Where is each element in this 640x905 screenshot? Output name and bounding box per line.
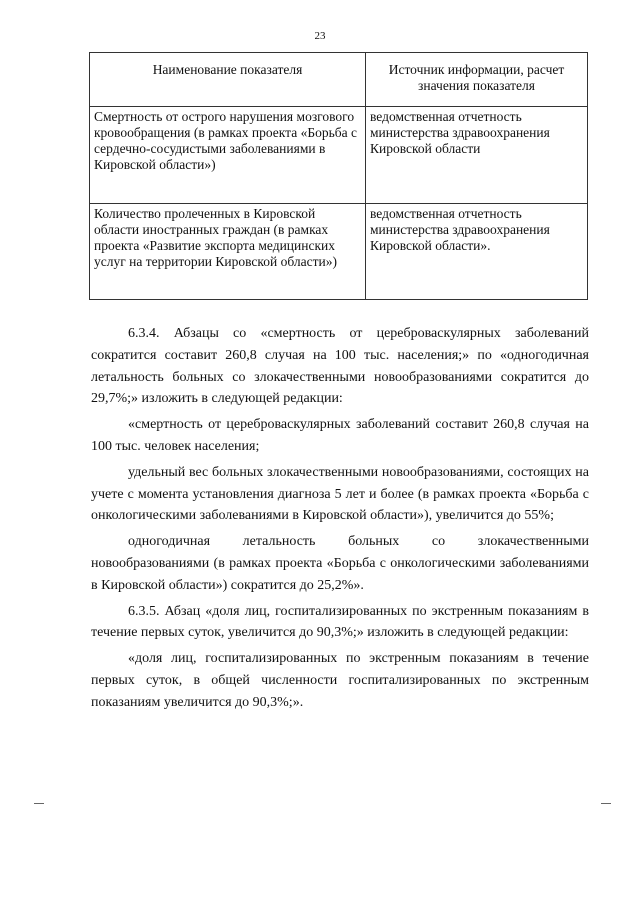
header-info-source: Источник информации, расчет значения показателя xyxy=(366,53,588,107)
info-source-cell: ведомственная отчетность министерства здравоохранения Кировской области». xyxy=(366,204,588,300)
indicators-table xyxy=(89,52,588,300)
scan-mark-left xyxy=(34,803,44,804)
paragraph-quote-mortality: «смертность от цереброваскулярных заболеваний составит 260,8 случая на 100 тыс. человек населения; xyxy=(91,417,589,454)
paragraph-6-3-5: 6.3.5. Абзац «доля лиц, госпитализированных по экстренным показаниям в течение первых суток, увеличится до 90,3%;» изложить в следующей редакции: xyxy=(91,603,589,641)
indicator-name-cell: Смертность от острого нарушения мозгового кровообращения (в рамках проекта «Борьба с сердечно-сосудистыми заболеваниями в Кировской области») xyxy=(90,107,366,204)
table-header-row xyxy=(90,53,588,107)
indicator-name-cell: Количество пролеченных в Кировской области иностранных граждан (в рамках проекта «Развитие экспорта медицинских услуг на территории Кировской области») xyxy=(90,204,366,300)
table-row xyxy=(90,204,588,300)
paragraph-6-3-4: 6.3.4. Абзацы со «смертность от цереброваскулярных заболеваний сократится составит 260,8 случая на 100 тыс. населения;» по «одногодичная летальность больных со злокачественными новообразованиями сократится до 29,7%;» изложить в следующей редакции: xyxy=(91,326,589,407)
scan-mark-right xyxy=(601,803,611,804)
document-body xyxy=(91,323,589,718)
header-indicator-name: Наименование показателя xyxy=(90,53,366,107)
info-source-cell: ведомственная отчетность министерства здравоохранения Кировской области xyxy=(366,107,588,204)
paragraph-specific-weight: удельный вес больных злокачественными новообразованиями, состоящих на учете с момента установления диагноза 5 лет и более (в рамках проекта «Борьба с онкологическими заболеваниями в Кировской области»), увеличится до 55%; xyxy=(91,464,589,524)
page-number: 23 xyxy=(314,30,326,42)
paragraph-one-year-lethality: одногодичная летальность больных со злокачественными новообразованиями (в рамках проекта «Борьба с онкологическими заболеваниями в Кировской области») сократится до 25,2%». xyxy=(91,534,589,593)
table-row xyxy=(90,107,588,204)
paragraph-quote-hospitalized: «доля лиц, госпитализированных по экстренным показаниям в течение первых суток, в общей численности госпитализированных по экстренным показаниям увеличится до 90,3%;». xyxy=(91,651,589,710)
